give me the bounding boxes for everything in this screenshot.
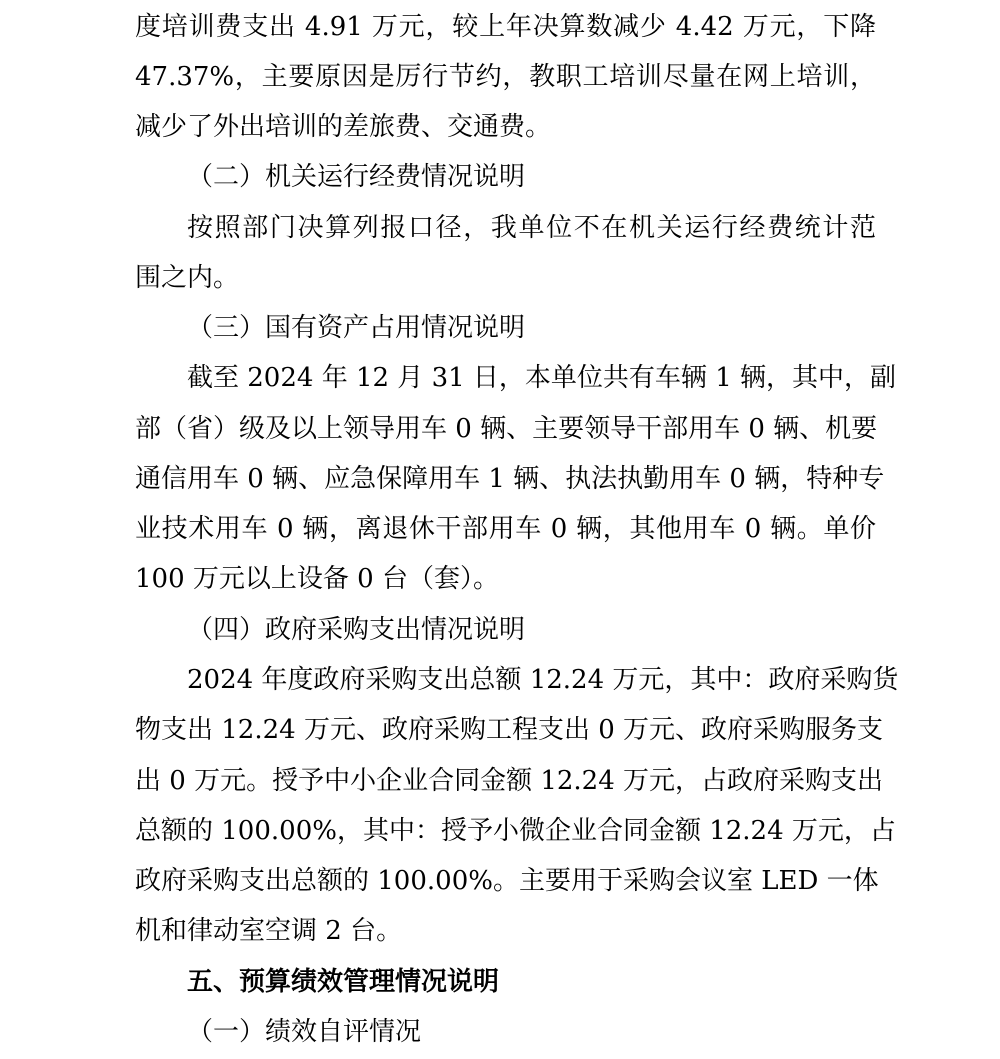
line-text: 出 0 万元。授予中小企业合同金额 12.24 万元，占政府采购支出 (135, 766, 884, 796)
line-text: 物支出 12.24 万元、政府采购工程支出 0 万元、政府采购服务支 (135, 715, 884, 745)
line-text: 机和律动室空调 2 台。 (135, 916, 403, 946)
subheading-text: （四）政府采购支出情况说明 (187, 615, 526, 645)
line-text: 截至 2024 年 12 月 31 日，本单位共有车辆 1 辆，其中，副 (187, 363, 896, 393)
line-text: 减少了外出培训的差旅费、交通费。 (135, 112, 552, 142)
section-heading-text: 五、预算绩效管理情况说明 (187, 967, 500, 997)
line-text: 47.37%，主要原因是厉行节约，教职工培训尽量在网上培训， (135, 62, 876, 92)
subheading-text: （二）机关运行经费情况说明 (187, 162, 526, 192)
line-text: 政府采购支出总额的 100.00%。主要用于采购会议室 LED 一体 (135, 866, 879, 896)
subheading-text: （三）国有资产占用情况说明 (187, 313, 526, 343)
line-text: 围之内。 (135, 263, 240, 293)
line-text: 按照部门决算列报口径，我单位不在机关运行经费统计范 (187, 213, 876, 243)
line-text: 业技术用车 0 辆，离退休干部用车 0 辆，其他用车 0 辆。单价 (135, 514, 876, 544)
line-text: 总额的 100.00%，其中：授予小微企业合同金额 12.24 万元，占 (135, 816, 896, 846)
line-text: 部（省）级及以上领导用车 0 辆、主要领导干部用车 0 辆、机要 (135, 414, 878, 444)
line-text: 100 万元以上设备 0 台（套）。 (135, 564, 499, 594)
line-text: 2024 年度政府采购支出总额 12.24 万元，其中：政府采购货 (187, 665, 899, 695)
subheading-text: （一）绩效自评情况 (187, 1017, 422, 1047)
line-text: 度培训费支出 4.91 万元，较上年决算数减少 4.42 万元，下降 (135, 12, 876, 42)
line-text: 通信用车 0 辆、应急保障用车 1 辆、执法执勤用车 0 辆，特种专 (135, 464, 885, 494)
